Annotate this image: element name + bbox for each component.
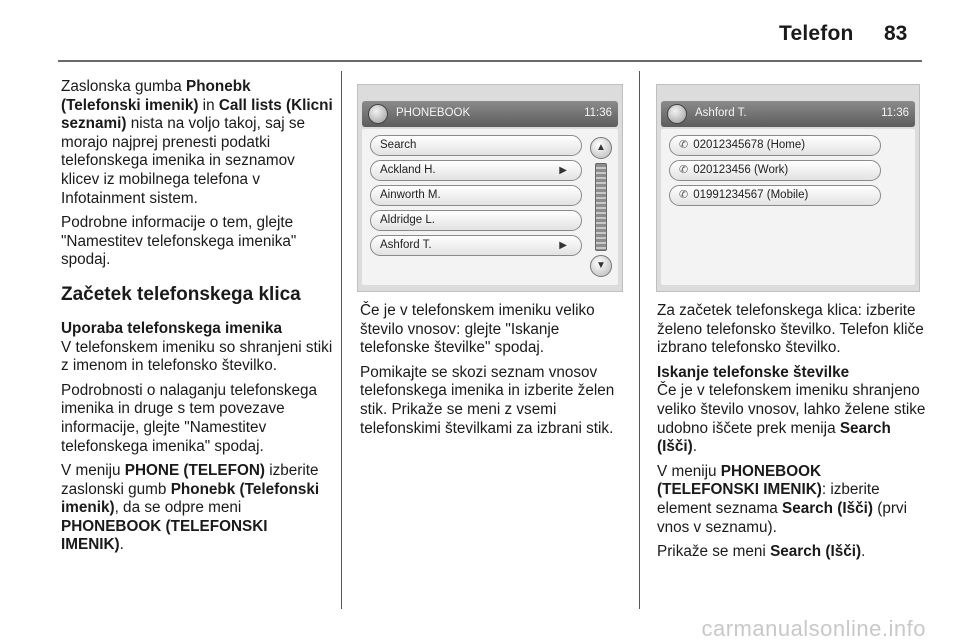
handset-icon: ✆ <box>679 139 689 151</box>
watermark: carmanualsonline.info <box>701 616 926 641</box>
phone-number-item[interactable]: ✆ 02012345678 (Home) <box>669 135 881 156</box>
handset-icon: ✆ <box>679 164 689 176</box>
play-arrow-icon: ▶ <box>559 165 567 176</box>
start-call-paragraph: Za začetek telefonskega klica: izberite želeno telefonsko številko. Telefon kliče izbrano telefonsko številko. <box>657 302 924 357</box>
many-entries-paragraph: Če je v telefonskem imeniku veliko število vnosov: glejte "Iskanje telefonske številke" spodaj. <box>360 302 595 357</box>
phonebook-screenshot <box>357 84 623 292</box>
scroll-up-icon[interactable]: ▲ <box>590 137 612 159</box>
play-arrow-icon: ▶ <box>559 240 567 251</box>
phone-menu-icon[interactable] <box>368 104 388 124</box>
column-2 <box>360 302 628 444</box>
screen-list-area <box>661 129 915 285</box>
select-search-paragraph: V meniju PHONEBOOK (TELEFONSKI IMENIK): izberite element seznama Search (Išči) (prvi vnos v seznamu). <box>657 462 907 536</box>
contact-list-item[interactable]: Ackland H. ▶ <box>370 160 582 181</box>
handset-icon: ✆ <box>679 189 689 201</box>
screen-title: PHONEBOOK <box>396 107 471 119</box>
header-rule <box>58 60 922 62</box>
menu-paragraph: V meniju PHONE (TELEFON) izberite zaslonski gumb Phonebk (Telefonski imenik), da se odpre meni PHONEBOOK (TELEFONSKI IMENIK). <box>61 462 320 554</box>
phonebook-paragraph: V telefonskem imeniku so shranjeni stiki z imenom in telefonsko številko. <box>61 338 333 375</box>
column-divider-2 <box>639 71 640 609</box>
contact-list-item[interactable]: Aldridge L. <box>370 210 582 231</box>
column-divider-1 <box>341 71 342 609</box>
screen-list-area <box>362 129 618 285</box>
scroll-paragraph: Pomikajte se skozi seznam vnosov telefonskega imenika in izberite želen stik. Prikaže se meni z vsemi telefonskimi številkami za izbrani stik. <box>360 363 615 437</box>
scroll-down-icon[interactable]: ▼ <box>590 255 612 277</box>
search-paragraph: Če je v telefonskem imeniku shranjeno veliko število vnosov, lahko želene stike udobno iščete prek menija Search (Išči). <box>657 382 926 456</box>
chapter-title: Telefon <box>779 22 854 45</box>
contact-screenshot <box>656 84 920 292</box>
screen-title: Ashford T. <box>695 107 747 119</box>
section-heading: Začetek telefonskega klica <box>61 283 301 305</box>
search-list-item[interactable]: Search <box>370 135 582 156</box>
subsection-heading: Uporaba telefonskega imenika <box>61 319 283 337</box>
scrollbar[interactable] <box>590 137 612 277</box>
screen-title-bar <box>661 101 915 127</box>
page-number: 83 <box>884 22 908 45</box>
search-menu-paragraph: Prikaže se meni Search (Išči). <box>657 543 866 561</box>
contact-list-item[interactable]: Ashford T. ▶ <box>370 235 582 256</box>
clock: 11:36 <box>881 107 909 119</box>
reference-paragraph: Podrobne informacije o tem, glejte "Namestitev telefonskega imenika" spodaj. <box>61 214 297 269</box>
subsection-heading: Iskanje telefonske številke <box>657 363 850 381</box>
scroll-track[interactable] <box>595 163 607 251</box>
intro-paragraph: Zaslonska gumba Phonebk (Telefonski imenik) in Call lists (Klicni seznami) nista na voljo takoj, saj se morajo najprej prenesti podatki telefonskega imenika in seznamov klicev iz mobilnega telefona v Infotainment sistem. <box>61 78 333 207</box>
clock: 11:36 <box>584 107 612 119</box>
details-paragraph: Podrobnosti o nalaganju telefonskega imenika in druge s tem povezave informacije, glejte "Namestitev telefonskega imenika" spodaj. <box>61 381 317 455</box>
column-3 <box>657 302 927 568</box>
screen-title-bar <box>362 101 618 127</box>
page-header <box>0 0 960 60</box>
phone-menu-icon[interactable] <box>667 104 687 124</box>
page-footer <box>0 610 960 642</box>
column-1 <box>61 78 333 561</box>
contact-list-item[interactable]: Ainworth M. <box>370 185 582 206</box>
phone-number-item[interactable]: ✆ 01991234567 (Mobile) <box>669 185 881 206</box>
phone-number-item[interactable]: ✆ 020123456 (Work) <box>669 160 881 181</box>
